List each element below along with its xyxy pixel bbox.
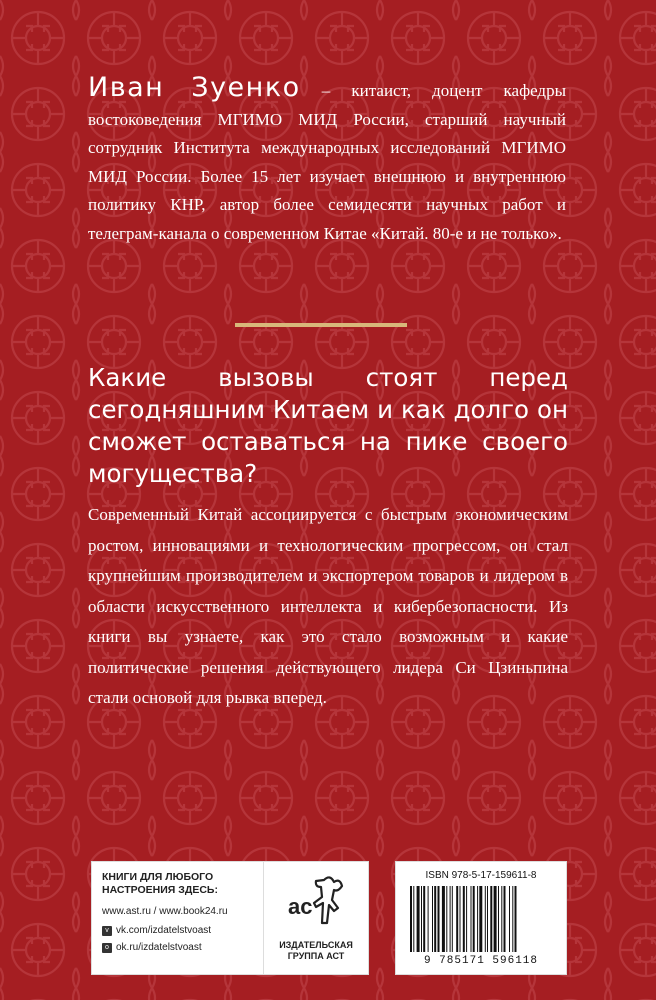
books-title <box>102 871 218 897</box>
barcode-bar <box>460 886 461 952</box>
barcode-bar <box>509 886 510 952</box>
ok-link-text: ok.ru/izdatelstvoast <box>116 942 202 953</box>
barcode-bar <box>504 886 506 952</box>
barcode-bar <box>417 886 420 952</box>
barcode-bar <box>456 886 458 952</box>
barcode-bar <box>434 886 436 952</box>
barcode-box <box>395 861 567 975</box>
publisher-name <box>264 940 368 962</box>
barcode-bar <box>471 886 472 952</box>
books-info-box <box>91 861 265 975</box>
barcode-bar <box>501 886 502 952</box>
author-bio: – китаист, доцент кафедры востоковедения МГИМО МИД России, старший научный сотрудник Института международных исследований МГИМО МИД России. Более 15 лет изучает внешнюю и внутреннюю политику КНР, автор более семидесяти научных работ и телеграм-канала о современном Китае «Китай. 80-е и не только». <box>88 81 567 243</box>
barcode-bar <box>473 886 475 952</box>
barcode-bar <box>442 886 445 952</box>
books-title-line2: НАСТРОЕНИЯ ЗДЕСЬ: <box>102 884 218 896</box>
barcode-bar <box>512 886 513 952</box>
barcode-bar <box>485 886 486 952</box>
barcode-bar <box>479 886 482 952</box>
book-description: Современный Китай ассоциируется с быстрым экономическим ростом, инновациями и технологическим прогрессом, он стал крупнейшим производителем и экспортером товаров и лидером в области искусственного интеллекта и кибербезопасности. Из книги вы узнаете, как это стало возможным и какие политические решения действующего лидера Си Цзиньпина стали основой для рывка вперед. <box>88 505 568 707</box>
barcode-digits: 9 785171 596118 <box>423 955 539 967</box>
author-bio-paragraph <box>88 74 566 248</box>
barcode-bar <box>515 886 517 952</box>
books-title-line1: КНИГИ ДЛЯ ЛЮБОГО <box>102 871 214 883</box>
barcode-bar <box>452 886 453 952</box>
barcode-bar <box>428 886 429 952</box>
tagline-question: Какие вызовы стоят перед сегодняшним Китаем и как долго он сможет оставаться на пике своего могущества? <box>88 363 568 488</box>
publisher-line2: ГРУППА АСТ <box>287 951 345 961</box>
barcode-bar <box>477 886 478 952</box>
barcode-bar <box>423 886 425 952</box>
barcode-bar <box>494 886 497 952</box>
barcode-bar <box>487 886 488 952</box>
vk-link[interactable] <box>102 925 211 936</box>
publisher-line1: ИЗДАТЕЛЬСКАЯ <box>279 940 353 950</box>
barcode <box>410 886 552 952</box>
author-name: Иван Зуенко <box>88 72 301 103</box>
barcode-bar <box>413 886 414 952</box>
barcode-bar <box>421 886 422 952</box>
gold-divider <box>235 323 407 327</box>
ok-icon: o <box>102 943 112 953</box>
barcode-bar <box>450 886 451 952</box>
barcode-bar <box>490 886 492 952</box>
ok-link[interactable] <box>102 942 202 953</box>
author-block <box>88 74 566 248</box>
vk-link-text: vk.com/izdatelstvoast <box>116 925 212 936</box>
publisher-box <box>263 861 369 975</box>
vk-icon: v <box>102 926 112 936</box>
isbn-label: ISBN 978-5-17-159611-8 <box>425 870 537 881</box>
barcode-bar <box>466 886 467 952</box>
websites-link[interactable]: www.ast.ru / www.book24.ru <box>102 906 228 917</box>
barcode-bar <box>438 886 440 952</box>
publisher-logo-text: ac <box>288 894 313 919</box>
barcode-bar <box>410 886 412 952</box>
barcode-bar <box>432 886 433 952</box>
barcode-bar <box>463 886 465 952</box>
barcode-bar <box>498 886 499 952</box>
publisher-logo-icon <box>284 870 348 936</box>
barcode-bar <box>446 886 447 952</box>
